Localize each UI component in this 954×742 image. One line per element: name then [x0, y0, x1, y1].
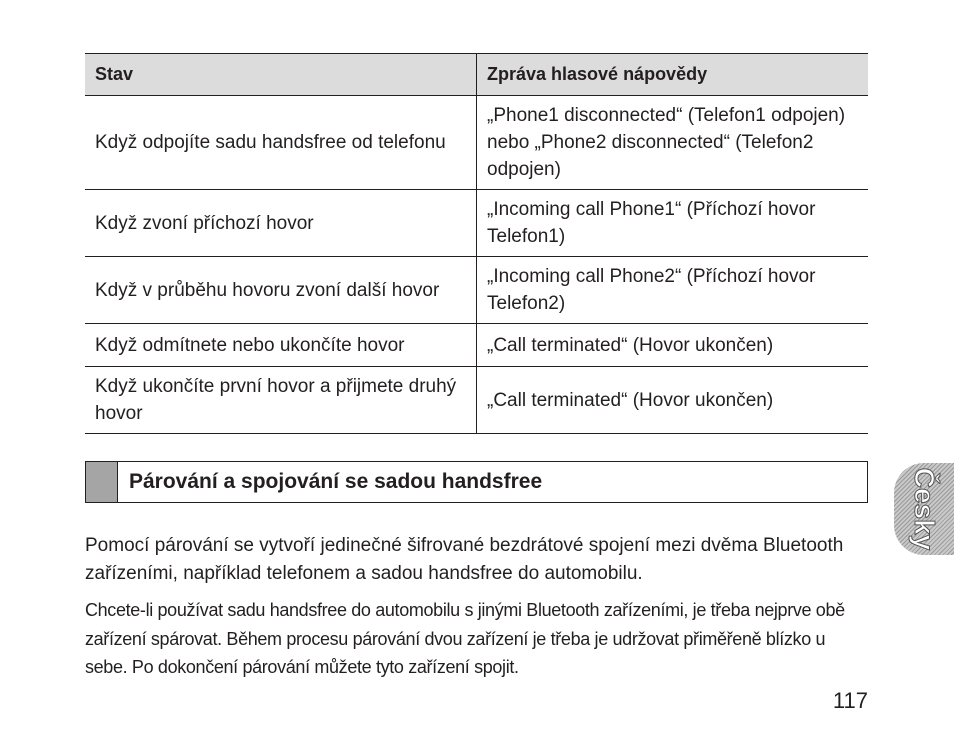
language-tab	[894, 463, 954, 555]
table-row	[85, 96, 868, 190]
table-cell-message: „Call terminated“ (Hovor ukončen)	[477, 367, 869, 434]
table-cell-message: „Incoming call Phone2“ (Příchozí hovor Telefon2)	[477, 257, 869, 324]
table-cell-message: „Call terminated“ (Hovor ukončen)	[477, 324, 869, 367]
section-marker	[86, 462, 118, 502]
section-title: Párování a spojování se sadou handsfree	[129, 470, 543, 493]
table-cell-state: Když odpojíte sadu handsfree od telefonu	[85, 96, 477, 190]
paragraph-pairing-details: Chcete-li používat sadu handsfree do automobilu s jinými Bluetooth zařízeními, je třeba nejprve obě zařízení spárovat. Během procesu párování dvou zařízení je třeba je udržovat přiměřeně blízko u sebe. Po dokončení párování můžete tyto zařízení spojit.	[85, 600, 845, 677]
column-header-message: Zpráva hlasové nápovědy	[477, 54, 869, 96]
table-row	[85, 257, 868, 324]
paragraph-pairing-intro: Pomocí párování se vytvoří jedinečné šifrované bezdrátové spojení mezi dvěma Bluetooth zařízeními, například telefonem a sadou handsfree do automobilu.	[85, 535, 844, 584]
table-row	[85, 324, 868, 367]
section-heading	[85, 461, 868, 503]
language-tab-label: Česky	[909, 467, 940, 551]
table-header-row	[85, 54, 868, 96]
table-cell-state: Když odmítnete nebo ukončíte hovor	[85, 324, 477, 367]
column-header-state: Stav	[85, 54, 477, 96]
table-cell-message: „Incoming call Phone1“ (Příchozí hovor Telefon1)	[477, 190, 869, 257]
table-cell-state: Když ukončíte první hovor a přijmete druhý hovor	[85, 367, 477, 434]
table-row	[85, 367, 868, 434]
page-number: 117	[832, 688, 868, 713]
table-row	[85, 190, 868, 257]
table-cell-state: Když zvoní příchozí hovor	[85, 190, 477, 257]
voice-prompt-table	[85, 53, 868, 434]
table-cell-state: Když v průběhu hovoru zvoní další hovor	[85, 257, 477, 324]
table-cell-message: „Phone1 disconnected“ (Telefon1 odpojen) nebo „Phone2 disconnected“ (Telefon2 odpojen)	[477, 96, 869, 190]
